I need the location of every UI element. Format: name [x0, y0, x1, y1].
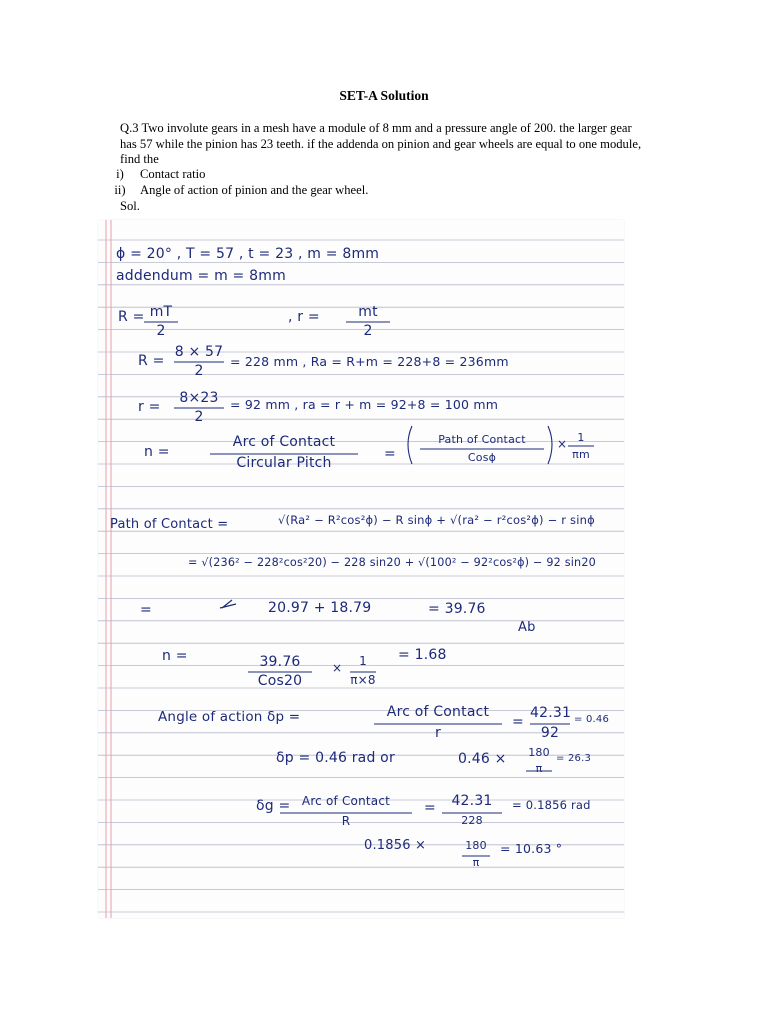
- list-item-text: Angle of action of pinion and the gear wheel.: [140, 183, 369, 197]
- hw-gear-radius-den: 2: [194, 363, 204, 379]
- hw-gear-angle-den: R: [341, 814, 351, 828]
- hw-sum-middle: 20.97 + 18.79: [268, 600, 372, 616]
- hw-gear-angle-rden: 228: [461, 814, 483, 827]
- hw-radius-formula-num: mT: [149, 304, 173, 320]
- hw-angle-action-pinion-rnum: 42.31: [530, 705, 572, 721]
- hw-gear-angle-rnum: 42.31: [451, 793, 493, 809]
- hw-pitch-num: 1: [577, 431, 585, 444]
- hw-contact-ratio-calc-lhs: n =: [162, 648, 188, 664]
- question-text: Q.3 Two involute gears in a mesh have a module of 8 mm and a pressure angle of 200. the larger gear has 57 while the pinion has 23 teeth. if the addenda on pinion and gear wheels are equal to one module, find the: [120, 121, 642, 166]
- hw-gear-angle-conv-den: π: [472, 856, 480, 869]
- hw-calc-fraction-num: 1: [359, 654, 367, 668]
- hw-addendum: addendum = m = 8mm: [116, 268, 286, 284]
- hw-pinion-radius-den: 2: [194, 409, 204, 425]
- hw-sum-eq: =: [140, 602, 152, 618]
- hw-gear-angle-result: = 0.1856 rad: [512, 798, 591, 812]
- hw-times: ×: [557, 437, 568, 451]
- hw-times: ×: [332, 661, 343, 675]
- hw-pinion-radius-num: 8×23: [179, 390, 219, 406]
- hw-path-num: Path of Contact: [438, 433, 526, 446]
- hw-pinion-radius-rhs: = 92 mm , ra = r + m = 92+8 = 100 mm: [230, 397, 499, 412]
- hw-angle-action-pinion-result: = 0.46: [574, 714, 610, 725]
- hw-path-of-contact-rhs: √(Ra² − R²cos²ϕ) − R sinϕ + √(ra² − r²cos²ϕ) − r sinϕ: [278, 513, 595, 527]
- hw-contact-ratio-result: = 1.68: [398, 647, 447, 663]
- hw-path-of-contact-lhs: Path of Contact =: [110, 517, 229, 532]
- hw-path-den: Cosϕ: [467, 451, 497, 464]
- sol-label: Sol.: [120, 199, 140, 213]
- hw-gear-angle-deg: = 10.63 °: [500, 841, 563, 856]
- hw-pinion-angle-conv-num: 180: [528, 746, 550, 759]
- hw-contact-ratio-calc-den: Cos20: [257, 673, 303, 689]
- hw-pinion-radius-lhs: r =: [138, 399, 161, 415]
- hw-gear-angle-conv: 0.1856 ×: [364, 838, 427, 853]
- hw-calc-fraction-den: π×8: [350, 673, 376, 687]
- hw-gear-angle-lhs: δg =: [256, 798, 291, 814]
- handwritten-solution-image: [98, 220, 624, 918]
- hw-gear-angle-conv-num: 180: [465, 839, 487, 852]
- list-item-text: Contact ratio: [140, 167, 206, 181]
- hw-angle-action-pinion-den: r: [435, 725, 441, 741]
- hw-angle-action-pinion-num: Arc of Contact: [386, 704, 490, 720]
- hw-pinion-formula-lhs: , r =: [288, 309, 320, 325]
- hw-gear-radius-rhs: = 228 mm , Ra = R+m = 228+8 = 236mm: [230, 354, 509, 369]
- hw-contact-ratio-num: Arc of Contact: [232, 434, 336, 450]
- hw-angle-action-pinion-lhs: Angle of action δp =: [158, 709, 301, 725]
- hw-angle-action-pinion-eq: =: [512, 714, 524, 730]
- hw-pinion-angle-conv: 0.46 ×: [458, 751, 507, 767]
- hw-contact-ratio-den: Circular Pitch: [236, 455, 332, 471]
- document-title: SET-A Solution: [339, 88, 429, 103]
- hw-pinion-formula-den: 2: [363, 323, 373, 339]
- hw-gear-angle-num: Arc of Contact: [301, 794, 391, 808]
- hw-radius-formula-den: 2: [156, 323, 166, 339]
- hw-path-of-contact-values: = √(236² − 228²cos²20) − 228 sin20 + √(100² − 92²cos²ϕ) − 92 sin20: [188, 556, 596, 569]
- hw-angle-action-pinion-rden: 92: [540, 725, 560, 741]
- list-item-number: ii): [114, 183, 126, 197]
- hw-contact-ratio-lhs: n =: [144, 444, 170, 460]
- hw-pinion-angle-rad: δp = 0.46 rad or: [276, 750, 395, 766]
- list-item-number: i): [116, 167, 124, 181]
- hw-sum-result: = 39.76: [428, 601, 486, 617]
- hw-given-values: ϕ = 20° , T = 57 , t = 23 , m = 8mm: [116, 246, 380, 262]
- hw-gear-angle-eq: =: [424, 800, 436, 816]
- hw-gear-radius-num: 8 × 57: [174, 344, 224, 360]
- hw-pitch-den: πm: [572, 448, 590, 461]
- hw-contact-ratio-calc-num: 39.76: [259, 654, 301, 670]
- hw-contact-ratio-eq: =: [384, 446, 396, 462]
- hw-pinion-angle-conv-den: π: [535, 762, 543, 775]
- hw-radius-formula-lhs: R =: [118, 309, 145, 325]
- hw-margin-mark: Ab: [518, 620, 536, 635]
- hw-pinion-angle-deg: = 26.3: [556, 753, 592, 764]
- hw-pinion-formula-num: mt: [358, 304, 378, 320]
- hw-gear-radius-lhs: R =: [138, 353, 165, 369]
